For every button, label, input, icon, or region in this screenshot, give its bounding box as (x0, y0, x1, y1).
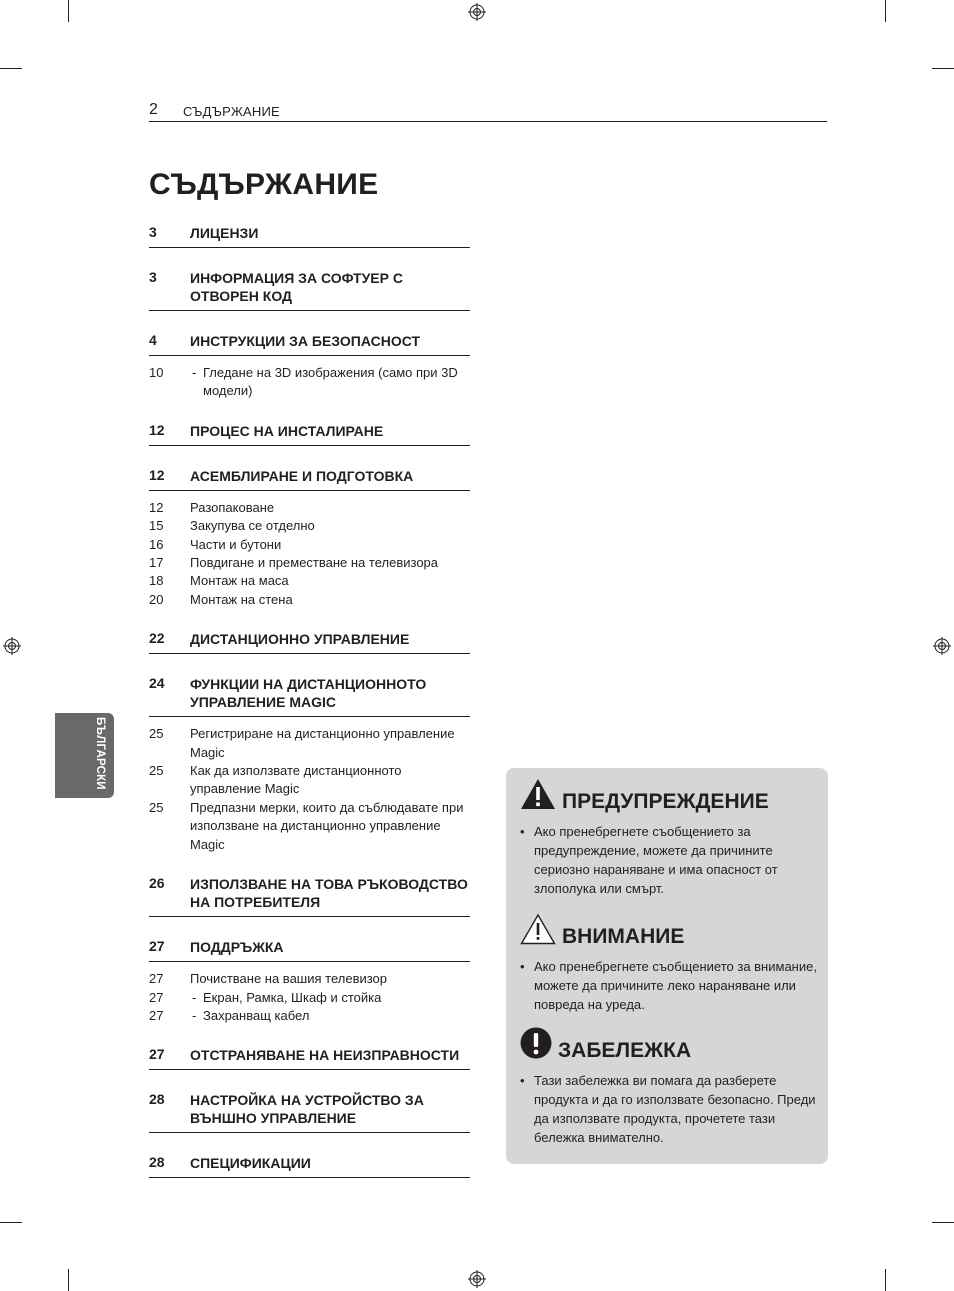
warning-title: ПРЕДУПРЕЖДЕНИЕ (562, 790, 769, 813)
toc-section-page: 3 (149, 269, 157, 285)
table-of-contents (149, 222, 470, 1197)
toc-section-page: 28 (149, 1154, 165, 1171)
caution-notice (520, 913, 820, 1014)
running-header: СЪДЪРЖАНИЕ (183, 104, 280, 119)
toc-subsection-list (149, 499, 470, 609)
toc-section-page: 27 (149, 938, 165, 955)
note-exclamation-circle-icon (520, 1027, 552, 1059)
toc-subsection-page: 25 (149, 726, 164, 742)
crop-mark (885, 0, 886, 22)
toc-subsection-list (149, 970, 470, 1025)
toc-subsection-title: Монтаж на стена (190, 591, 293, 607)
toc-section (149, 1089, 470, 1133)
toc-subsection (149, 989, 470, 1007)
note-notice (520, 1027, 820, 1147)
toc-subsection (149, 572, 470, 590)
crop-mark (68, 1269, 69, 1291)
toc-section-title: ИНСТРУКЦИИ ЗА БЕЗОПАСНОСТ (190, 333, 421, 349)
toc-subsection-page: 27 (149, 1007, 164, 1023)
note-text: • Тази забележка ви помага да разберете продукта и да го използвате безопасно. Преди да използвате продукта, прочетете тази бележка внимателно. (520, 1071, 820, 1147)
toc-section-title: ПОДДРЪЖКА (190, 939, 284, 956)
toc-section-title: ИНФОРМАЦИЯ ЗА СОФТУЕР С ОТВОРЕН КОД (190, 270, 403, 304)
registration-mark-icon (468, 1270, 486, 1288)
toc-section (149, 1152, 470, 1178)
header-divider (149, 121, 827, 122)
toc-subsection-title: - Захранващ кабел (203, 1007, 470, 1025)
toc-subsection-page: 27 (149, 989, 164, 1005)
crop-mark (68, 0, 69, 22)
toc-section-page: 3 (149, 224, 157, 240)
language-tab-label: БЪЛГАРСКИ (94, 717, 106, 790)
toc-section-title: ОТСТРАНЯВАНЕ НА НЕИЗПРАВНОСТИ (190, 1047, 460, 1064)
crop-mark (932, 68, 954, 69)
toc-subsection-title: - Гледане на 3D изображения (само при 3D модели) (203, 364, 470, 401)
toc-subsection-title: Разопаковане (190, 499, 275, 515)
toc-subsection-title: Как да използвате дистанционното управление Magic (190, 763, 402, 797)
crop-mark (0, 1222, 22, 1223)
toc-section (149, 465, 470, 491)
toc-section-title: ЛИЦЕНЗИ (190, 225, 259, 241)
toc-subsection (149, 799, 470, 854)
toc-subsection (149, 591, 470, 609)
toc-subsection (149, 499, 470, 517)
toc-subsection (149, 517, 470, 535)
toc-section-title: СПЕЦИФИКАЦИИ (190, 1155, 311, 1172)
toc-subsection (149, 725, 470, 762)
toc-section (149, 628, 470, 654)
toc-subsection (149, 364, 470, 401)
toc-section-page: 26 (149, 875, 165, 892)
toc-subsection-page: 18 (149, 573, 164, 589)
registration-mark-icon (3, 637, 21, 655)
toc-section-page: 4 (149, 332, 157, 348)
toc-subsection-title: Предпазни мерки, които да съблюдавате при използване на дистанционно управление Magic (190, 799, 464, 852)
crop-mark (932, 1222, 954, 1223)
toc-subsection-page: 17 (149, 555, 164, 571)
toc-subsection-page: 27 (149, 971, 164, 987)
crop-mark (0, 68, 22, 69)
toc-section (149, 1044, 470, 1070)
toc-subsection-page: 15 (149, 518, 164, 534)
toc-section-title: НАСТРОЙКА НА УСТРОЙСТВО ЗА ВЪНШНО УПРАВЛЕНИЕ (190, 1092, 424, 1127)
toc-subsection-title: Части и бутони (190, 536, 282, 552)
note-title: ЗАБЕЛЕЖКА (558, 1039, 692, 1062)
warning-text: • Ако пренебрегнете съобщението за предупреждение, можете да причините сериозно нараняване и има опасност от злополука или смърт. (520, 822, 820, 898)
toc-subsection-page: 20 (149, 591, 164, 607)
toc-subsection (149, 554, 470, 572)
toc-subsection-title: Повдигане и преместване на телевизора (190, 555, 439, 571)
toc-subsection (149, 762, 470, 799)
toc-section-page: 22 (149, 630, 165, 647)
toc-section-page: 27 (149, 1046, 165, 1063)
toc-subsection-title: Закупува се отделно (190, 518, 315, 534)
toc-section-page: 12 (149, 421, 165, 438)
toc-section-title: ИЗПОЛЗВАНЕ НА ТОВА РЪКОВОДСТВО НА ПОТРЕБИТЕЛЯ (190, 876, 468, 911)
toc-section-page: 12 (149, 466, 165, 483)
toc-subsection-page: 25 (149, 763, 164, 779)
toc-section (149, 936, 470, 962)
toc-section-page: 24 (149, 675, 165, 692)
page-title: СЪДЪРЖАНИЕ (149, 168, 379, 201)
warning-notice (520, 778, 820, 898)
toc-section (149, 267, 470, 311)
registration-mark-icon (933, 637, 951, 655)
language-tab (55, 713, 114, 798)
caution-title: ВНИМАНИЕ (562, 925, 685, 948)
toc-section-title: ФУНКЦИИ НА ДИСТАНЦИОННОТО УПРАВЛЕНИЕ MAGIC (190, 676, 427, 711)
toc-section (149, 673, 470, 717)
caution-outline-triangle-icon (520, 913, 556, 945)
warning-filled-triangle-icon (520, 778, 556, 810)
toc-section (149, 873, 470, 917)
toc-subsection-list (149, 364, 470, 401)
toc-section-title: АСЕМБЛИРАНЕ И ПОДГОТОВКА (190, 467, 414, 484)
toc-subsection-title: Почистване на вашия телевизор (190, 971, 388, 987)
caution-text: • Ако пренебрегнете съобщението за внимание, можете да причините леко нараняване или повреда на уреда. (520, 957, 820, 1014)
toc-subsection-title: Регистриране на дистанционно управление Magic (190, 726, 455, 760)
toc-subsection-title: Монтаж на маса (190, 573, 289, 589)
toc-section (149, 330, 470, 356)
notice-box (506, 768, 828, 1164)
toc-section-title: ПРОЦЕС НА ИНСТАЛИРАНЕ (190, 422, 384, 439)
toc-section-title: ДИСТАНЦИОННО УПРАВЛЕНИЕ (190, 631, 410, 648)
crop-mark (885, 1269, 886, 1291)
page-number: 2 (149, 101, 158, 118)
toc-subsection-list (149, 725, 470, 854)
toc-subsection (149, 970, 470, 988)
toc-subsection-page: 10 (149, 365, 164, 380)
toc-subsection-title: - Екран, Рамка, Шкаф и стойка (203, 989, 470, 1007)
toc-subsection (149, 536, 470, 554)
toc-subsection (149, 1007, 470, 1025)
toc-subsection-page: 12 (149, 499, 164, 515)
toc-subsection-page: 16 (149, 536, 164, 552)
toc-section (149, 420, 470, 446)
toc-section-page: 28 (149, 1091, 165, 1108)
toc-subsection-page: 25 (149, 799, 164, 815)
toc-section (149, 222, 470, 248)
registration-mark-icon (468, 3, 486, 21)
